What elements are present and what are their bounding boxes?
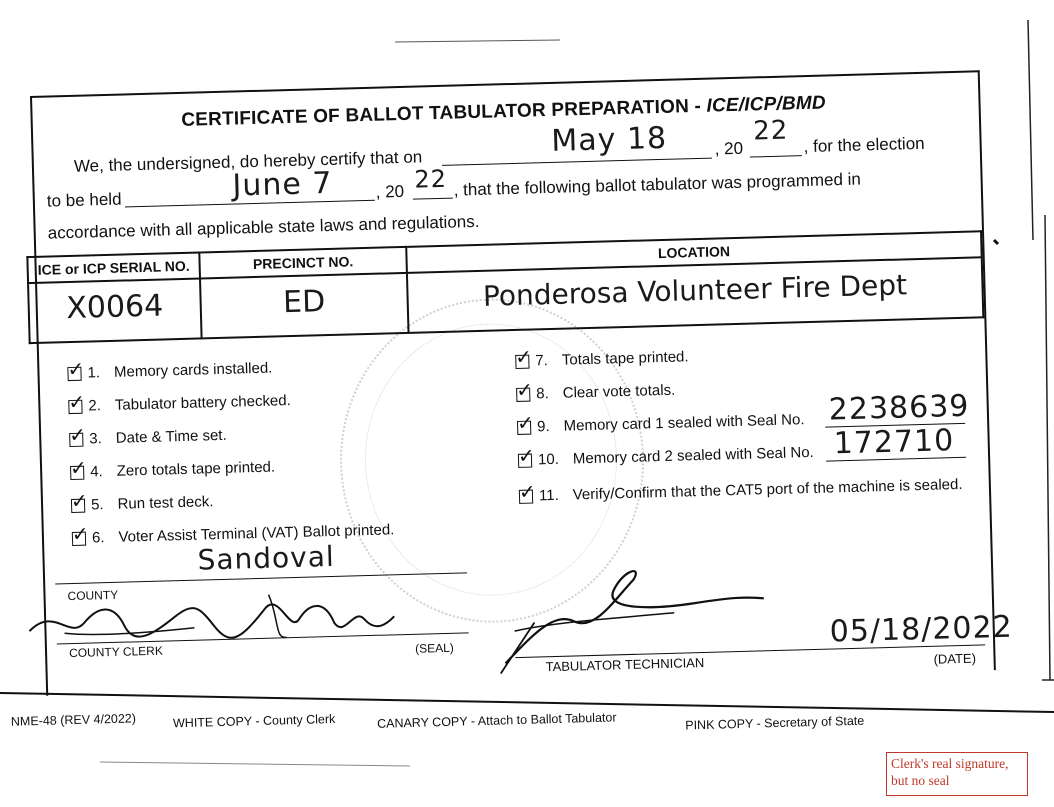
technician-label: TABULATOR TECHNICIAN (545, 654, 705, 675)
seal-no-1-handwritten: 2238639 (828, 388, 970, 428)
header-location: LOCATION (406, 231, 981, 273)
header-precinct: PRECINCT NO. (199, 247, 407, 279)
checkbox-4[interactable] (69, 455, 88, 480)
footer-canary-copy: CANARY COPY - Attach to Ballot Tabulator (376, 710, 617, 731)
item-label: Memory card 2 sealed with Seal No. (572, 443, 814, 468)
checkmark-icon: ✓ (514, 344, 533, 369)
footer-pink-copy: PINK COPY - Secretary of State (685, 713, 865, 733)
header-serial: ICE or ICP SERIAL NO. (27, 252, 200, 283)
checkbox-2[interactable] (67, 389, 86, 414)
item-label: Verify/Confirm that the CAT5 port of the machine is sealed. (572, 475, 963, 504)
cell-precinct (200, 273, 409, 339)
title-italic: ICE/ICP/BMD (706, 92, 827, 117)
checkmark-icon: ✓ (518, 478, 536, 504)
checkmark-icon: ✓ (67, 356, 85, 381)
seal-no-2-handwritten: 172710 (833, 423, 955, 462)
checkbox-11[interactable] (518, 478, 536, 504)
item-num: 11. (538, 486, 559, 505)
checkmark-icon: ✓ (68, 422, 87, 447)
certify-text-year-2: , 20 (375, 181, 405, 202)
item-label: Date & Time set. (115, 426, 227, 447)
certificate-form (10, 70, 1014, 733)
item-num: 7. (535, 352, 549, 370)
item-num: 2. (88, 397, 102, 415)
checkbox-5[interactable] (70, 488, 89, 513)
checkbox-3[interactable] (68, 422, 87, 447)
certify-text-2: , for the election (803, 133, 925, 157)
county-clerk-signature-icon (23, 576, 405, 656)
certify-text-4: , that the following ballot tabulator was programmed in (453, 169, 862, 200)
item-num: 5. (90, 496, 104, 514)
checkbox-10[interactable] (517, 442, 535, 468)
item-label: Clear vote totals. (562, 381, 676, 402)
annotation-line-1: Clerk's real signature, (891, 756, 1009, 771)
checkbox-8[interactable] (515, 377, 534, 402)
certify-text-5: accordance with all applicable state laws and regulations. (47, 211, 480, 243)
prep-year-handwritten: 22 (752, 115, 789, 147)
item-label: Memory cards installed. (113, 359, 273, 381)
checkbox-1[interactable] (67, 356, 85, 381)
checkbox-7[interactable] (514, 344, 533, 369)
county-clerk-label: COUNTY CLERK (68, 643, 164, 661)
item-num: 4. (89, 463, 103, 481)
item-label: Run test deck. (117, 493, 214, 513)
checkmark-icon: ✓ (516, 409, 535, 435)
checkmark-icon: ✓ (515, 377, 534, 402)
certify-text-1: We, the undersigned, do hereby certify that on (73, 147, 423, 176)
item-label: Memory card 1 sealed with Seal No. (563, 411, 805, 435)
precinct-handwritten: ED (282, 284, 326, 321)
county-label: COUNTY (67, 587, 119, 604)
footer-white-copy: WHITE COPY - County Clerk (172, 711, 336, 731)
item-num: 1. (87, 364, 101, 382)
checkmark-icon: ✓ (71, 521, 89, 546)
location-handwritten: Ponderosa Volunteer Fire Dept (482, 268, 908, 313)
checkmark-icon: ✓ (69, 455, 88, 480)
seal-label: (SEAL) (414, 640, 454, 656)
checkbox-9[interactable] (516, 409, 535, 435)
title-text: CERTIFICATE OF BALLOT TABULATOR PREPARATION - (181, 95, 707, 131)
item-label: Totals tape printed. (561, 348, 689, 369)
prep-date-handwritten: May 18 (550, 120, 668, 159)
item-label: Zero totals tape printed. (116, 458, 276, 480)
checkmark-icon: ✓ (517, 442, 535, 468)
form-number: NME-48 (REV 4/2022) (10, 711, 137, 729)
county-handwritten: Sandoval (197, 539, 336, 577)
serial-handwritten: X0064 (65, 288, 164, 327)
item-label: Tabulator battery checked. (114, 392, 292, 414)
date-label: (DATE) (933, 650, 977, 667)
election-date-handwritten: June 7 (232, 165, 333, 204)
election-year-handwritten: 22 (414, 164, 448, 194)
item-num: 8. (536, 385, 549, 403)
item-num: 3. (89, 430, 103, 448)
checkbox-6[interactable] (71, 521, 89, 546)
item-num: 6. (91, 529, 105, 547)
annotation-line-2: but no seal (891, 773, 950, 788)
certify-text-3: to be held (46, 189, 122, 211)
item-label: Voter Assist Terminal (VAT) Ballot printed. (118, 521, 395, 546)
checkmark-icon: ✓ (67, 389, 86, 414)
signed-date-handwritten: 05/18/2022 (829, 609, 1014, 650)
certify-text-year-1: , 20 (714, 138, 744, 159)
annotation-note (886, 752, 1028, 796)
item-num: 10. (537, 450, 560, 469)
checkmark-icon: ✓ (70, 488, 89, 513)
cell-serial (28, 278, 202, 343)
item-num: 9. (536, 418, 550, 436)
